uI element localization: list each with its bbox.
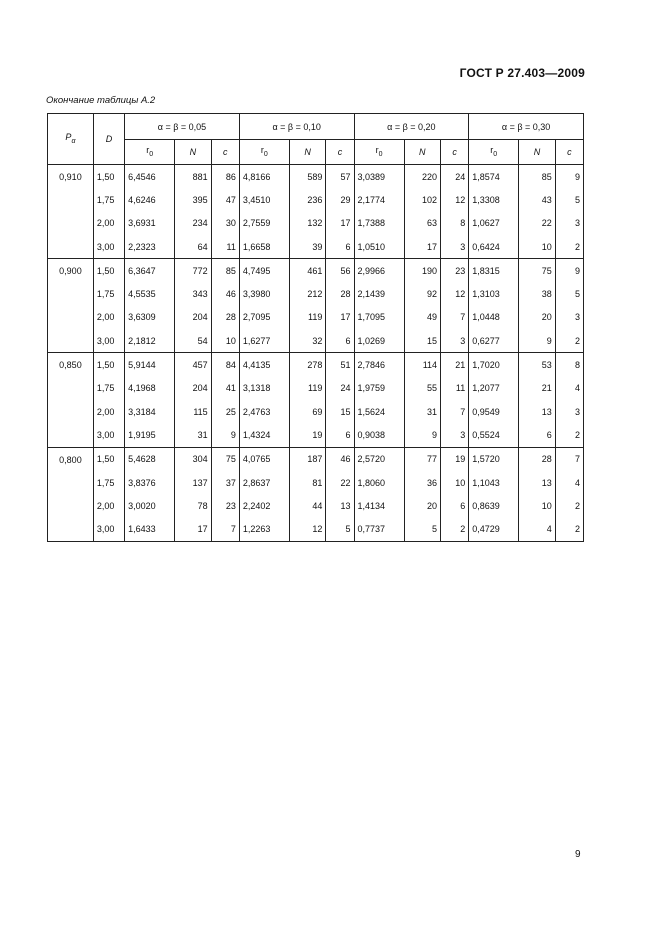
cell-r0-030: 1,8574	[469, 165, 519, 189]
cell-n-030: 85	[519, 165, 555, 189]
cell-c-010: 5	[326, 517, 354, 541]
cell-n-030: 9	[519, 329, 555, 353]
cell-c-005: 25	[211, 400, 239, 423]
subheader-r0: $r_0$	[239, 140, 289, 165]
cell-r0-005: 6,3647	[125, 259, 175, 283]
cell-n-005: 54	[175, 329, 211, 353]
header-p-alpha: $P_\alpha$	[48, 114, 94, 165]
cell-r0-010: 4,8166	[239, 165, 289, 189]
cell-r0-010: 3,1318	[239, 377, 289, 400]
cell-c-020: 21	[441, 353, 469, 377]
cell-r0-020: 1,0269	[354, 329, 404, 353]
cell-n-005: 31	[175, 423, 211, 447]
table-row	[48, 517, 584, 541]
cell-n-010: 132	[289, 212, 325, 235]
cell-c-010: 57	[326, 165, 354, 189]
cell-c-030: 3	[555, 212, 583, 235]
cell-r0-020: 0,9038	[354, 423, 404, 447]
cell-r0-020: 1,8060	[354, 471, 404, 494]
cell-n-005: 17	[175, 517, 211, 541]
cell-n-005: 772	[175, 259, 211, 283]
table-row	[48, 212, 584, 235]
cell-r0-005: 3,3184	[125, 400, 175, 423]
cell-r0-020: 2,9966	[354, 259, 404, 283]
cell-c-005: 30	[211, 212, 239, 235]
cell-r0-020: 0,7737	[354, 517, 404, 541]
cell-n-010: 119	[289, 377, 325, 400]
cell-n-020: 36	[404, 471, 440, 494]
cell-n-005: 881	[175, 165, 211, 189]
cell-r0-010: 4,0765	[239, 447, 289, 471]
cell-c-030: 2	[555, 235, 583, 259]
cell-n-020: 92	[404, 282, 440, 305]
cell-n-030: 43	[519, 188, 555, 211]
cell-d: 3,00	[93, 517, 124, 541]
cell-d: 3,00	[93, 329, 124, 353]
cell-d: 2,00	[93, 212, 124, 235]
cell-r0-030: 0,4729	[469, 517, 519, 541]
cell-d: 3,00	[93, 423, 124, 447]
cell-c-030: 2	[555, 423, 583, 447]
cell-c-005: 23	[211, 494, 239, 517]
cell-c-010: 28	[326, 282, 354, 305]
cell-n-010: 39	[289, 235, 325, 259]
data-table	[47, 113, 584, 542]
cell-n-020: 102	[404, 188, 440, 211]
cell-n-030: 6	[519, 423, 555, 447]
cell-r0-020: 1,0510	[354, 235, 404, 259]
cell-c-020: 2	[441, 517, 469, 541]
subheader-n: N	[404, 140, 440, 165]
table-row	[48, 353, 584, 377]
cell-n-030: 75	[519, 259, 555, 283]
cell-d: 1,75	[93, 282, 124, 305]
cell-r0-005: 5,9144	[125, 353, 175, 377]
cell-c-030: 4	[555, 377, 583, 400]
cell-c-020: 7	[441, 306, 469, 329]
cell-c-020: 3	[441, 329, 469, 353]
cell-r0-005: 1,9195	[125, 423, 175, 447]
cell-d: 1,50	[93, 353, 124, 377]
cell-r0-005: 3,8376	[125, 471, 175, 494]
cell-n-010: 12	[289, 517, 325, 541]
cell-n-030: 38	[519, 282, 555, 305]
cell-d: 1,50	[93, 259, 124, 283]
cell-c-030: 5	[555, 282, 583, 305]
table-row	[48, 165, 584, 189]
cell-c-030: 9	[555, 165, 583, 189]
cell-r0-010: 2,4763	[239, 400, 289, 423]
cell-n-020: 20	[404, 494, 440, 517]
subheader-c: c	[211, 140, 239, 165]
cell-n-030: 10	[519, 235, 555, 259]
cell-c-030: 8	[555, 353, 583, 377]
group-header-020: α = β = 0,20	[354, 114, 469, 140]
cell-r0-005: 1,6433	[125, 517, 175, 541]
header-d: D	[93, 114, 124, 165]
cell-n-030: 20	[519, 306, 555, 329]
cell-d: 1,75	[93, 377, 124, 400]
cell-n-005: 304	[175, 447, 211, 471]
cell-c-020: 7	[441, 400, 469, 423]
subheader-c: c	[555, 140, 583, 165]
page-number: 9	[575, 849, 581, 860]
cell-n-010: 589	[289, 165, 325, 189]
cell-r0-020: 1,7095	[354, 306, 404, 329]
cell-n-020: 190	[404, 259, 440, 283]
cell-n-010: 119	[289, 306, 325, 329]
cell-d: 1,50	[93, 165, 124, 189]
cell-r0-030: 1,1043	[469, 471, 519, 494]
cell-r0-005: 4,6246	[125, 188, 175, 211]
subheader-r0: $r_0$	[125, 140, 175, 165]
cell-r0-030: 1,0627	[469, 212, 519, 235]
cell-p-alpha: 0,910	[48, 165, 94, 259]
table-row	[48, 329, 584, 353]
cell-c-020: 12	[441, 282, 469, 305]
cell-c-030: 2	[555, 517, 583, 541]
cell-r0-020: 1,7388	[354, 212, 404, 235]
cell-c-030: 5	[555, 188, 583, 211]
cell-c-020: 23	[441, 259, 469, 283]
cell-c-010: 17	[326, 306, 354, 329]
cell-r0-030: 0,8639	[469, 494, 519, 517]
cell-n-030: 4	[519, 517, 555, 541]
subheader-c: c	[441, 140, 469, 165]
table-row	[48, 400, 584, 423]
cell-n-020: 49	[404, 306, 440, 329]
cell-r0-020: 2,7846	[354, 353, 404, 377]
cell-d: 2,00	[93, 494, 124, 517]
cell-r0-010: 1,2263	[239, 517, 289, 541]
cell-n-010: 278	[289, 353, 325, 377]
cell-c-020: 19	[441, 447, 469, 471]
cell-n-005: 343	[175, 282, 211, 305]
cell-r0-030: 1,8315	[469, 259, 519, 283]
subheader-r0: $r_0$	[354, 140, 404, 165]
cell-c-010: 15	[326, 400, 354, 423]
cell-d: 1,75	[93, 471, 124, 494]
cell-n-010: 187	[289, 447, 325, 471]
cell-d: 1,50	[93, 447, 124, 471]
cell-r0-010: 4,7495	[239, 259, 289, 283]
group-header-005: α = β = 0,05	[125, 114, 240, 140]
cell-c-010: 17	[326, 212, 354, 235]
cell-p-alpha: 0,900	[48, 259, 94, 353]
cell-r0-005: 3,6931	[125, 212, 175, 235]
cell-c-010: 6	[326, 329, 354, 353]
cell-r0-005: 2,1812	[125, 329, 175, 353]
cell-c-030: 2	[555, 494, 583, 517]
cell-r0-030: 1,7020	[469, 353, 519, 377]
cell-n-030: 53	[519, 353, 555, 377]
cell-c-005: 9	[211, 423, 239, 447]
cell-r0-030: 0,6277	[469, 329, 519, 353]
cell-r0-020: 3,0389	[354, 165, 404, 189]
cell-r0-005: 6,4546	[125, 165, 175, 189]
cell-c-010: 6	[326, 423, 354, 447]
cell-c-010: 6	[326, 235, 354, 259]
cell-r0-005: 3,6309	[125, 306, 175, 329]
cell-c-030: 3	[555, 306, 583, 329]
group-header-010: α = β = 0,10	[239, 114, 354, 140]
cell-r0-010: 1,6658	[239, 235, 289, 259]
cell-c-010: 51	[326, 353, 354, 377]
cell-n-010: 69	[289, 400, 325, 423]
cell-d: 2,00	[93, 400, 124, 423]
document-code: ГОСТ Р 27.403—2009	[459, 66, 585, 80]
cell-r0-005: 5,4628	[125, 447, 175, 471]
cell-c-005: 11	[211, 235, 239, 259]
table-row	[48, 471, 584, 494]
cell-c-030: 7	[555, 447, 583, 471]
cell-n-020: 114	[404, 353, 440, 377]
cell-d: 1,75	[93, 188, 124, 211]
cell-r0-005: 3,0020	[125, 494, 175, 517]
cell-c-030: 3	[555, 400, 583, 423]
cell-n-020: 220	[404, 165, 440, 189]
cell-n-030: 21	[519, 377, 555, 400]
cell-c-010: 29	[326, 188, 354, 211]
cell-r0-010: 2,2402	[239, 494, 289, 517]
cell-n-020: 5	[404, 517, 440, 541]
subheader-n: N	[175, 140, 211, 165]
cell-n-020: 9	[404, 423, 440, 447]
cell-p-alpha: 0,800	[48, 447, 94, 541]
cell-c-010: 13	[326, 494, 354, 517]
subheader-r0: $r_0$	[469, 140, 519, 165]
cell-n-005: 64	[175, 235, 211, 259]
subheader-n: N	[289, 140, 325, 165]
table-row	[48, 259, 584, 283]
table-caption: Окончание таблицы А.2	[46, 95, 156, 106]
cell-c-020: 10	[441, 471, 469, 494]
cell-r0-020: 1,5624	[354, 400, 404, 423]
cell-n-030: 22	[519, 212, 555, 235]
cell-c-020: 12	[441, 188, 469, 211]
cell-c-010: 24	[326, 377, 354, 400]
cell-r0-010: 1,6277	[239, 329, 289, 353]
cell-n-030: 13	[519, 400, 555, 423]
table-row	[48, 377, 584, 400]
cell-d: 2,00	[93, 306, 124, 329]
cell-r0-030: 1,3308	[469, 188, 519, 211]
cell-n-020: 31	[404, 400, 440, 423]
table-row	[48, 306, 584, 329]
cell-r0-005: 4,5535	[125, 282, 175, 305]
cell-c-005: 28	[211, 306, 239, 329]
cell-n-020: 77	[404, 447, 440, 471]
cell-c-020: 6	[441, 494, 469, 517]
cell-r0-030: 1,5720	[469, 447, 519, 471]
cell-r0-020: 2,1774	[354, 188, 404, 211]
cell-n-010: 461	[289, 259, 325, 283]
cell-r0-010: 4,4135	[239, 353, 289, 377]
cell-n-010: 32	[289, 329, 325, 353]
cell-c-030: 9	[555, 259, 583, 283]
cell-r0-030: 1,2077	[469, 377, 519, 400]
cell-n-030: 13	[519, 471, 555, 494]
cell-c-005: 37	[211, 471, 239, 494]
cell-r0-030: 1,0448	[469, 306, 519, 329]
cell-c-020: 11	[441, 377, 469, 400]
cell-r0-005: 2,2323	[125, 235, 175, 259]
cell-r0-010: 2,7559	[239, 212, 289, 235]
cell-c-005: 46	[211, 282, 239, 305]
cell-n-005: 204	[175, 377, 211, 400]
cell-r0-030: 1,3103	[469, 282, 519, 305]
cell-r0-010: 3,3980	[239, 282, 289, 305]
cell-r0-010: 2,7095	[239, 306, 289, 329]
cell-p-alpha: 0,850	[48, 353, 94, 447]
subheader-n: N	[519, 140, 555, 165]
table-row	[48, 235, 584, 259]
cell-n-010: 19	[289, 423, 325, 447]
cell-c-005: 85	[211, 259, 239, 283]
cell-n-005: 395	[175, 188, 211, 211]
cell-n-030: 10	[519, 494, 555, 517]
cell-c-030: 4	[555, 471, 583, 494]
table-row	[48, 494, 584, 517]
cell-r0-020: 2,5720	[354, 447, 404, 471]
cell-d: 3,00	[93, 235, 124, 259]
cell-r0-030: 0,6424	[469, 235, 519, 259]
table-row	[48, 282, 584, 305]
cell-c-005: 7	[211, 517, 239, 541]
cell-c-030: 2	[555, 329, 583, 353]
cell-n-030: 28	[519, 447, 555, 471]
cell-c-005: 10	[211, 329, 239, 353]
cell-r0-020: 2,1439	[354, 282, 404, 305]
cell-n-010: 81	[289, 471, 325, 494]
cell-n-005: 137	[175, 471, 211, 494]
cell-n-005: 204	[175, 306, 211, 329]
cell-n-010: 212	[289, 282, 325, 305]
cell-c-020: 24	[441, 165, 469, 189]
cell-r0-020: 1,4134	[354, 494, 404, 517]
cell-c-020: 8	[441, 212, 469, 235]
cell-r0-010: 3,4510	[239, 188, 289, 211]
cell-n-005: 457	[175, 353, 211, 377]
cell-n-005: 78	[175, 494, 211, 517]
cell-c-005: 86	[211, 165, 239, 189]
cell-c-005: 75	[211, 447, 239, 471]
cell-c-005: 84	[211, 353, 239, 377]
cell-c-010: 46	[326, 447, 354, 471]
group-header-030: α = β = 0,30	[469, 114, 584, 140]
cell-c-005: 41	[211, 377, 239, 400]
cell-n-020: 63	[404, 212, 440, 235]
cell-r0-030: 0,5524	[469, 423, 519, 447]
cell-r0-020: 1,9759	[354, 377, 404, 400]
cell-r0-010: 2,8637	[239, 471, 289, 494]
cell-n-005: 115	[175, 400, 211, 423]
cell-r0-010: 1,4324	[239, 423, 289, 447]
cell-n-005: 234	[175, 212, 211, 235]
cell-n-020: 17	[404, 235, 440, 259]
table-row	[48, 447, 584, 471]
cell-n-010: 44	[289, 494, 325, 517]
subheader-c: c	[326, 140, 354, 165]
cell-c-020: 3	[441, 423, 469, 447]
cell-r0-005: 4,1968	[125, 377, 175, 400]
cell-n-010: 236	[289, 188, 325, 211]
table-row	[48, 423, 584, 447]
cell-c-020: 3	[441, 235, 469, 259]
cell-r0-030: 0,9549	[469, 400, 519, 423]
cell-c-005: 47	[211, 188, 239, 211]
cell-c-010: 56	[326, 259, 354, 283]
table-row	[48, 188, 584, 211]
cell-c-010: 22	[326, 471, 354, 494]
cell-n-020: 55	[404, 377, 440, 400]
cell-n-020: 15	[404, 329, 440, 353]
